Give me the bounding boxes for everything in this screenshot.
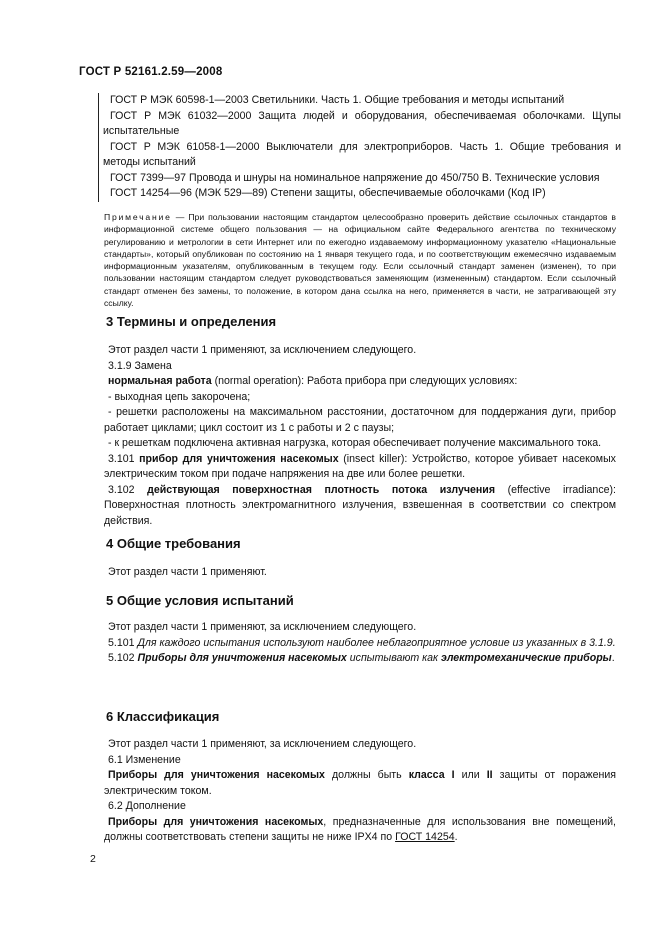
section-5-title: 5 Общие условия испытаний [106,593,294,608]
clause-heading: 6.1 Изменение [108,753,181,766]
term: действующая поверхностная плотность потока излучения [147,483,495,496]
note-block [104,211,616,309]
section-4-body [104,565,616,581]
term: прибор для уничтожения насекомых [139,452,339,465]
list-item: - выходная цепь закорочена; [108,390,251,403]
note-label: Примечание [104,212,172,222]
paragraph: Приборы для уничтожения насекомых, предназначенные для использования вне помещений, должны соответствовать степени защиты не ниже IPX4 по ГОСТ 14254. [104,815,616,843]
section-3-body [104,343,616,529]
paragraph: Этот раздел части 1 применяют, за исключением следующего. [108,344,417,356]
definition: 3.102 действующая поверхностная плотность потока излучения (effective irradiance): Поверхностная плотность электромагнитного излучения, взвешенная в соответствии со спектром действия. [104,483,616,527]
paragraph: Этот раздел части 1 применяют. [108,566,267,578]
section-6-title: 6 Классификация [106,709,220,724]
section-4-title: 4 Общие требования [106,536,241,551]
reference-item: ГОСТ Р МЭК 61032—2000 Защита людей и оборудования, обеспечиваемая оболочками. Щупы испытательные [103,109,621,137]
normative-references-list [98,93,621,202]
clause-heading: 3.1.9 Замена [108,359,172,372]
list-item: - к решеткам подключена активная нагрузка, которая обеспечивает получение максимального тока. [108,437,602,449]
section-6-body [104,737,616,846]
page-number: 2 [90,853,96,865]
paragraph: нормальная работа (normal operation): Работа прибора при следующих условиях: [108,375,518,387]
section-3-title: 3 Термины и определения [106,314,277,329]
document-header: ГОСТ Р 52161.2.59—2008 [79,66,223,78]
section-5-body [104,620,616,667]
clause: 5.102 Приборы для уничтожения насекомых испытывают как электромеханические приборы. [108,652,615,664]
reference-item: ГОСТ Р МЭК 61058-1—2000 Выключатели для электроприборов. Часть 1. Общие требования и методы испытаний [103,140,621,168]
clause-heading: 6.2 Дополнение [108,800,186,812]
reference-item: ГОСТ Р МЭК 60598-1—2003 Светильники. Часть 1. Общие требования и методы испытаний [110,94,565,106]
reference-item: ГОСТ 7399—97 Провода и шнуры на номинальное напряжение до 450/750 В. Технические условия [110,171,600,184]
paragraph: Приборы для уничтожения насекомых должны быть класса I или II защиты от поражения электрическим током. [104,769,617,797]
paragraph: Этот раздел части 1 применяют, за исключением следующего. [108,738,417,750]
clause: 5.101 Для каждого испытания используют наиболее неблагоприятное условие из указанных в 3.1.9. [108,636,616,649]
paragraph: Этот раздел части 1 применяют, за исключением следующего. [108,621,417,633]
list-item: - решетки расположены на максимальном расстоянии, достаточном для поддержания дуги, прибор работает циклами; цикл состоит из 1 с работы и 2 с паузы; [104,406,616,434]
term: нормальная работа [108,375,212,387]
reference-item: ГОСТ 14254—96 (МЭК 529—89) Степени защиты, обеспечиваемые оболочками (Код IP) [110,187,546,199]
note-text: — При пользовании настоящим стандартом целесообразно проверить действие ссылочных стандартов в информационной системе общего пользования — на официальном сайте Федерального агентства по техническому регулированию и метрологии в сети Интернет или по ежегодно издаваемому информационному указателю «Национальные стандарты», который опубликован по состоянию на 1 января текущего года, и по соответствующим ежемесячно издаваемым информационным указателям, опубликованным в текущем году. Если ссылочный стандарт заменен (изменен), то при пользовании настоящим стандартом следует руководствоваться заменяющим (измененным) стандартом. Если ссылочный стандарт отменен без замены, то положение, в котором дана ссылка на него, применяется в части, не затрагивающей эту ссылку. [104,212,616,309]
definition: 3.101 прибор для уничтожения насекомых (insect killer): Устройство, которое убивает насекомых электрическим током при подаче напряжения на две или более решетки. [104,452,616,480]
gost-14254-link[interactable]: ГОСТ 14254 [395,831,455,843]
